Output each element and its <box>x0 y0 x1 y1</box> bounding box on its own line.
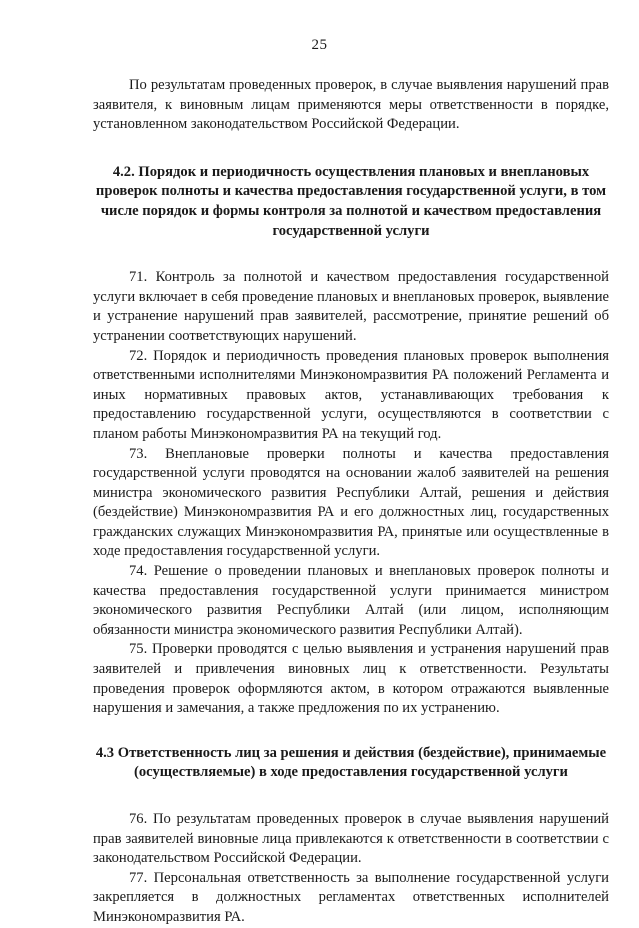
section-4-3-heading: 4.3 Ответственность лиц за решения и действия (бездействие), принимаемые (осуществляемые) в ходе предоставления государственной услуги <box>95 744 607 781</box>
section-4-2-heading: 4.2. Порядок и периодичность осуществления плановых и внеплановых проверок полноты и качества предоставления государственной услуги, в том числе порядок и формы контроля за полнотой и качеством предоставления государственной услуги <box>95 163 607 239</box>
paragraph-76: 76. По результатам проведенных проверок в случае выявления нарушений прав заявителей виновные лица привлекаются к ответственности в соответствии с законодательством Российской Федерации. <box>93 811 609 867</box>
intro-paragraph: По результатам проведенных проверок, в случае выявления нарушений прав заявителя, к виновным лицам применяются меры ответственности в порядке, установленном законодательством Российской Федерации. <box>93 77 609 133</box>
paragraph-71: 71. Контроль за полнотой и качеством предоставления государственной услуги включает в себя проведение плановых и внеплановых проверок, выявление и устранение нарушений прав заявителей, рассмотрение, принятие решений об устранении соответствующих нарушений. <box>93 269 609 344</box>
paragraph-74: 74. Решение о проведении плановых и внеплановых проверок полноты и качества предоставления государственной услуги принимается министром экономического развития Республики Алтай (или лицом, исполняющим обязанности министра экономического развития Республики Алтай). <box>93 563 609 638</box>
paragraph-72: 72. Порядок и периодичность проведения плановых проверок выполнения ответственными исполнителями Минэкономразвития РА положений Регламента и иных нормативных правовых актов, устанавливающих требования к предоставлению государственной услуги, осуществляются в соответствии с планом работы Минэкономразвития РА на текущий год. <box>93 347 609 442</box>
page-number: 25 <box>311 37 328 53</box>
paragraph-75: 75. Проверки проводятся с целью выявления и устранения нарушений прав заявителей и привлечения виновных лиц к ответственности. Результаты проведения проверок оформляются актом, в котором отражаются выявленные нарушения и замечания, а также предложения по их устранению. <box>93 641 609 717</box>
page-content <box>93 76 609 928</box>
paragraph-77: 77. Персональная ответственность за выполнение государственной услуги закрепляется в должностных регламентах ответственных исполнителей Минэкономразвития РА. <box>93 869 609 925</box>
paragraph-73: 73. Внеплановые проверки полноты и качества предоставления государственной услуги проводятся на основании жалоб заявителей на решения министра экономического развития Республики Алтай, решения и действия (бездействие) Минэкономразвития РА и его должностных лиц, государственных гражданских служащих Минэкономразвития РА, принятые или осуществленные в ходе предоставления государственной услуги. <box>93 445 609 560</box>
